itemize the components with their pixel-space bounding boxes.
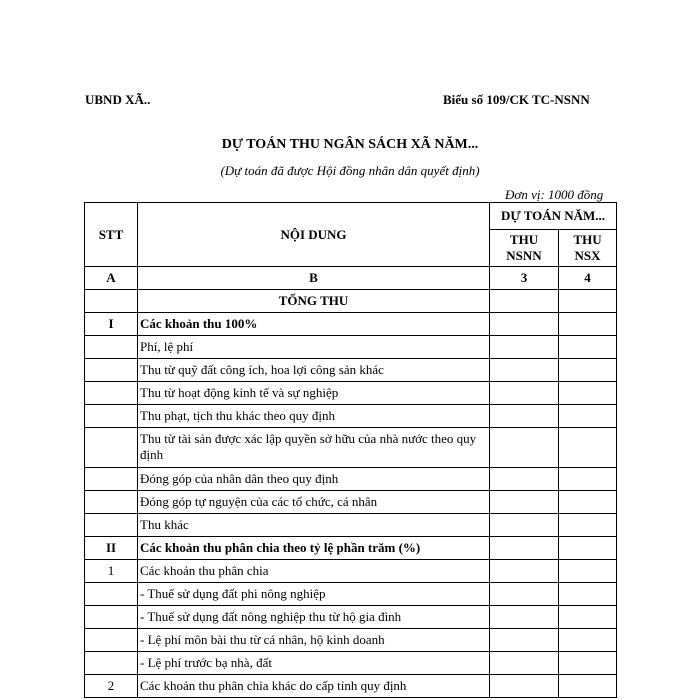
row-stt (85, 468, 138, 491)
row-content: Phí, lệ phí (138, 336, 490, 359)
row-nsx (559, 405, 617, 428)
row-stt (85, 606, 138, 629)
row-content: Thu từ tài sản được xác lập quyền sở hữu của nhà nước theo quy định (138, 428, 490, 468)
row-nsnn (490, 560, 559, 583)
row-content: - Lệ phí trước bạ nhà, đất (138, 652, 490, 675)
row-nsnn (490, 606, 559, 629)
table-row (85, 675, 617, 698)
row-content: TỔNG THU (138, 290, 490, 313)
header-content: NỘI DUNG (138, 203, 490, 267)
row-content: Thu phạt, tịch thu khác theo quy định (138, 405, 490, 428)
header-thu-nsnn: THU NSNN (490, 230, 559, 267)
row-content: Thu từ hoạt động kinh tế và sự nghiệp (138, 382, 490, 405)
index-cell: 4 (559, 267, 617, 290)
row-nsx (559, 652, 617, 675)
row-stt (85, 359, 138, 382)
table-row (85, 428, 617, 468)
row-stt (85, 514, 138, 537)
row-nsnn (490, 359, 559, 382)
row-stt (85, 382, 138, 405)
row-content: - Thuế sử dụng đất phi nông nghiệp (138, 583, 490, 606)
row-content: Đóng góp của nhân dân theo quy định (138, 468, 490, 491)
table-row (85, 359, 617, 382)
row-stt (85, 583, 138, 606)
table-row (85, 491, 617, 514)
row-nsnn (490, 652, 559, 675)
row-nsx (559, 583, 617, 606)
row-nsnn (490, 336, 559, 359)
budget-table (84, 202, 617, 698)
index-cell: 3 (490, 267, 559, 290)
table-row (85, 514, 617, 537)
row-stt (85, 491, 138, 514)
row-nsx (559, 382, 617, 405)
row-stt (85, 629, 138, 652)
header-thu-nsx: THU NSX (559, 230, 617, 267)
row-content: Các khoản thu phân chia (138, 560, 490, 583)
row-nsx (559, 675, 617, 698)
table-row (85, 652, 617, 675)
index-cell: B (138, 267, 490, 290)
row-nsnn (490, 428, 559, 468)
row-stt (85, 428, 138, 468)
row-nsnn (490, 675, 559, 698)
row-nsnn (490, 629, 559, 652)
row-nsnn (490, 382, 559, 405)
row-nsnn (490, 537, 559, 560)
row-nsx (559, 606, 617, 629)
row-stt: 1 (85, 560, 138, 583)
table-row (85, 606, 617, 629)
row-nsx (559, 428, 617, 468)
table-row (85, 560, 617, 583)
form-number: Biểu số 109/CK TC-NSNN (443, 92, 590, 107)
row-nsx (559, 336, 617, 359)
row-stt: 2 (85, 675, 138, 698)
row-stt: I (85, 313, 138, 336)
row-nsx (559, 491, 617, 514)
row-stt: II (85, 537, 138, 560)
table-row (85, 629, 617, 652)
row-stt (85, 336, 138, 359)
row-nsnn (490, 583, 559, 606)
row-nsx (559, 537, 617, 560)
row-nsx (559, 313, 617, 336)
table-row (85, 583, 617, 606)
row-nsnn (490, 491, 559, 514)
row-stt (85, 405, 138, 428)
table-row (85, 290, 617, 313)
document-title: DỰ TOÁN THU NGÂN SÁCH XÃ NĂM... (221, 137, 479, 152)
table-row (85, 537, 617, 560)
row-content: - Lệ phí môn bài thu từ cá nhân, hộ kinh doanh (138, 629, 490, 652)
header-stt: STT (85, 203, 138, 267)
row-nsx (559, 290, 617, 313)
row-content: Các khoản thu phân chia khác do cấp tỉnh quy định (138, 675, 490, 698)
table-row (85, 313, 617, 336)
row-content: Các khoản thu phân chia theo tỷ lệ phần trăm (%) (138, 537, 490, 560)
row-content: Các khoản thu 100% (138, 313, 490, 336)
row-content: Thu khác (138, 514, 490, 537)
row-nsx (559, 560, 617, 583)
row-content: Thu từ quỹ đất công ích, hoa lợi công sản khác (138, 359, 490, 382)
row-nsnn (490, 405, 559, 428)
index-cell: A (85, 267, 138, 290)
row-stt (85, 652, 138, 675)
row-content: - Thuế sử dụng đất nông nghiệp thu từ hộ gia đình (138, 606, 490, 629)
row-nsx (559, 359, 617, 382)
document-subtitle: (Dự toán đã được Hội đồng nhân dân quyết định) (220, 163, 480, 178)
row-nsnn (490, 313, 559, 336)
header-estimate-year: DỰ TOÁN NĂM... (490, 203, 617, 230)
row-content: Đóng góp tự nguyện của các tổ chức, cá nhân (138, 491, 490, 514)
issuer-label: UBND XÃ.. (85, 92, 151, 107)
row-nsnn (490, 468, 559, 491)
table-row (85, 468, 617, 491)
row-nsnn (490, 514, 559, 537)
table-row (85, 405, 617, 428)
table-row (85, 382, 617, 405)
row-nsnn (490, 290, 559, 313)
row-nsx (559, 468, 617, 491)
row-stt (85, 290, 138, 313)
table-row (85, 336, 617, 359)
unit-label: Đơn vị: 1000 đồng (505, 187, 604, 202)
row-nsx (559, 629, 617, 652)
row-nsx (559, 514, 617, 537)
